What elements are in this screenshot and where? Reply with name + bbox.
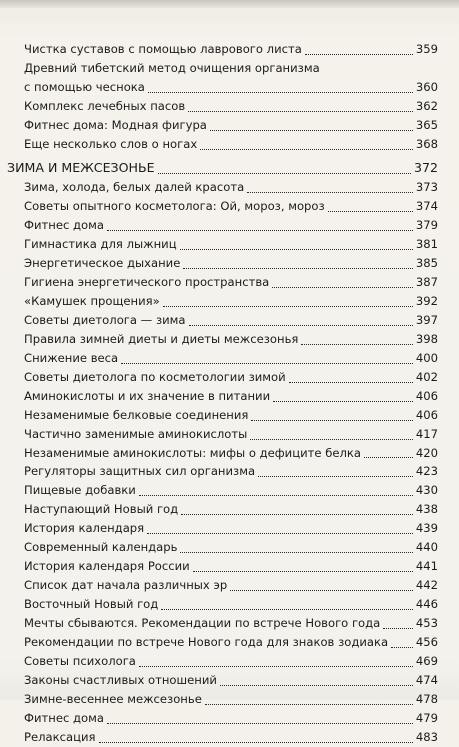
toc-dot-leader (273, 401, 413, 402)
toc-entry-title: Фитнес дома (24, 218, 105, 233)
toc-dot-leader (220, 685, 413, 686)
toc-entry-title: «Камушек прощения» (24, 294, 160, 309)
toc-entry-title: ЗИМА И МЕЖСЕЗОНЬЕ (7, 159, 155, 175)
toc-dot-leader (250, 439, 413, 440)
toc-dot-leader (251, 420, 412, 421)
toc-entry (0, 557, 459, 576)
toc-entry-title: Снижение веса (24, 350, 119, 365)
toc-entry-title: Фитнес дома (24, 710, 105, 725)
toc-entry-title: Список дат начала различных эр (24, 578, 228, 593)
toc-dot-leader (180, 249, 413, 250)
toc-entry (0, 709, 459, 728)
toc-dot-leader (272, 287, 413, 288)
toc-page-number: 398 (415, 331, 438, 346)
toc-page-number: 430 (415, 483, 438, 498)
toc-page-number: 360 (415, 79, 438, 94)
toc-entry-title: Пищевые добавки (24, 483, 136, 498)
toc-entry-title: Законы счастливых отношений (24, 672, 217, 687)
toc-dot-leader (258, 476, 413, 477)
toc-entry-title: Релаксация (24, 729, 96, 744)
toc-dot-leader (247, 192, 413, 193)
table-of-contents (0, 40, 459, 747)
toc-page-number: 397 (415, 312, 438, 327)
toc-entry (0, 40, 459, 59)
toc-entry-title: Правила зимней диеты и диеты межсезонья (24, 331, 299, 346)
toc-dot-leader (180, 552, 412, 553)
toc-page-number: 406 (415, 388, 438, 403)
toc-page-number: 483 (415, 729, 438, 744)
toc-page-number: 446 (415, 597, 438, 612)
toc-entry (0, 216, 459, 235)
toc-page-number: 368 (415, 136, 438, 151)
toc-dot-leader (188, 111, 413, 112)
toc-dot-leader (161, 609, 413, 610)
toc-page-number: 441 (415, 559, 438, 574)
toc-entry (0, 311, 459, 330)
toc-page-number: 387 (415, 275, 438, 290)
toc-entry-title: Советы психолога (24, 653, 136, 668)
toc-entry-title: Советы опытного косметолога: Ой, мороз, мороз (24, 199, 325, 214)
toc-page-number: 417 (415, 426, 438, 441)
toc-entry (0, 500, 459, 519)
toc-entry (0, 197, 459, 216)
toc-entry-title: Аминокислоты и их значение в питании (24, 388, 271, 403)
toc-entry (0, 330, 459, 349)
toc-page-number: 439 (415, 521, 438, 536)
toc-entry (0, 538, 459, 557)
toc-dot-leader (364, 457, 413, 458)
toc-entry (0, 481, 459, 500)
toc-entry (0, 178, 459, 197)
toc-entry (0, 292, 459, 311)
toc-dot-leader (328, 211, 413, 212)
toc-dot-leader (181, 514, 413, 515)
toc-entry-title: Комплекс лечебных пасов (24, 98, 186, 113)
toc-dot-leader (139, 666, 413, 667)
toc-page-number: 379 (415, 218, 438, 233)
toc-page-number: 402 (415, 369, 438, 384)
toc-dot-leader (139, 495, 413, 496)
toc-entry-title: Частично заменимые аминокислоты (24, 426, 248, 441)
toc-page-number: 442 (415, 578, 438, 593)
toc-dot-leader (189, 325, 413, 326)
toc-dot-leader (391, 647, 413, 648)
toc-entry-title: История календаря России (24, 559, 190, 574)
toc-dot-leader (99, 742, 413, 743)
toc-page-number: 440 (415, 540, 438, 555)
toc-page-number: 362 (415, 98, 438, 113)
toc-entry (0, 728, 459, 747)
toc-entry (0, 690, 459, 709)
toc-entry-title: Наступающий Новый год (24, 502, 179, 517)
toc-entry (0, 135, 459, 154)
toc-page-number: 406 (415, 407, 438, 422)
toc-entry-title: Еще несколько слов о ногах (24, 136, 198, 151)
toc-dot-leader (193, 571, 413, 572)
toc-page-number: 381 (415, 237, 438, 252)
toc-dot-leader (121, 363, 413, 364)
toc-entry-title: Гимнастика для лыжниц (24, 237, 177, 252)
toc-entry-title: Энергетическое дыхание (24, 256, 181, 271)
toc-entry (0, 78, 459, 97)
toc-entry (0, 406, 459, 425)
toc-dot-leader (163, 306, 413, 307)
toc-dot-leader (305, 54, 413, 55)
toc-dot-leader (205, 704, 413, 705)
toc-entry-title: Современный календарь (24, 540, 178, 555)
toc-entry (0, 614, 459, 633)
toc-entry (0, 235, 459, 254)
toc-entry (0, 387, 459, 406)
toc-entry (0, 97, 459, 116)
toc-entry (0, 254, 459, 273)
toc-entry (0, 576, 459, 595)
toc-entry (0, 59, 459, 78)
toc-entry (0, 273, 459, 292)
toc-dot-leader (107, 723, 413, 724)
toc-entry-title: Фитнес дома: Модная фигура (24, 117, 207, 132)
toc-dot-leader (148, 92, 413, 93)
toc-entry-title: История календаря (24, 521, 145, 536)
toc-entry-title: Гигиена энергетического пространства (24, 275, 270, 290)
toc-dot-leader (158, 173, 411, 174)
toc-section-heading (0, 157, 459, 179)
toc-dot-leader (230, 590, 413, 591)
toc-page-number: 438 (415, 502, 438, 517)
toc-entry (0, 116, 459, 135)
toc-entry (0, 425, 459, 444)
toc-page-number: 374 (415, 199, 438, 214)
toc-entry-title: Чистка суставов с помощью лаврового листа (24, 42, 302, 56)
toc-entry-title: Мечты сбываются. Рекомендации по встрече Нового года (24, 615, 381, 630)
toc-entry-title: Восточный Новый год (24, 597, 159, 612)
toc-page-number: 359 (415, 42, 438, 56)
toc-entry-title: Незаменимые аминокислоты: мифы о дефиците белка (24, 445, 362, 460)
toc-entry (0, 671, 459, 690)
toc-entry (0, 444, 459, 463)
toc-dot-leader (107, 230, 413, 231)
toc-dot-leader (383, 628, 413, 629)
toc-dot-leader (289, 382, 413, 383)
toc-entry-title: Советы диетолога по косметологии зимой (24, 369, 286, 384)
toc-entry-title: Советы диетолога — зима (24, 312, 186, 327)
toc-entry-title: Древний тибетский метод очищения организма (24, 60, 320, 75)
toc-entry (0, 368, 459, 387)
toc-entry-title: Незаменимые белковые соединения (24, 407, 249, 422)
toc-page-number: 365 (415, 117, 438, 132)
toc-page-number: 423 (415, 464, 438, 479)
toc-page-number: 453 (415, 615, 438, 630)
toc-entry-title: с помощью чеснока (24, 79, 145, 94)
toc-entry-title: Зимне-весеннее межсезонье (24, 691, 202, 706)
toc-dot-leader (147, 533, 413, 534)
toc-entry-title: Рекомендации по встрече Нового года для знаков зодиака (24, 634, 389, 649)
toc-page-number: 456 (415, 634, 438, 649)
toc-entry-title: Зима, холода, белых далей красота (24, 180, 245, 195)
toc-entry (0, 652, 459, 671)
toc-entry (0, 462, 459, 481)
toc-page-number: 372 (413, 159, 438, 175)
toc-page-number: 474 (415, 672, 438, 687)
toc-page-number: 420 (415, 445, 438, 460)
toc-page-number: 479 (415, 710, 438, 725)
toc-page-number: 478 (415, 691, 438, 706)
toc-entry (0, 633, 459, 652)
toc-dot-leader (183, 268, 413, 269)
page-top-edge (0, 0, 459, 8)
toc-page-number: 392 (415, 294, 438, 309)
toc-entry-title: Регуляторы защитных сил организма (24, 464, 256, 479)
toc-entry (0, 349, 459, 368)
toc-entry (0, 519, 459, 538)
toc-page-number: 385 (415, 256, 438, 271)
toc-page-number: 373 (415, 180, 438, 195)
toc-page-number: 469 (415, 653, 438, 668)
toc-dot-leader (200, 149, 413, 150)
toc-dot-leader (210, 130, 413, 131)
toc-entry (0, 595, 459, 614)
toc-dot-leader (301, 344, 412, 345)
toc-page-number: 400 (415, 350, 438, 365)
